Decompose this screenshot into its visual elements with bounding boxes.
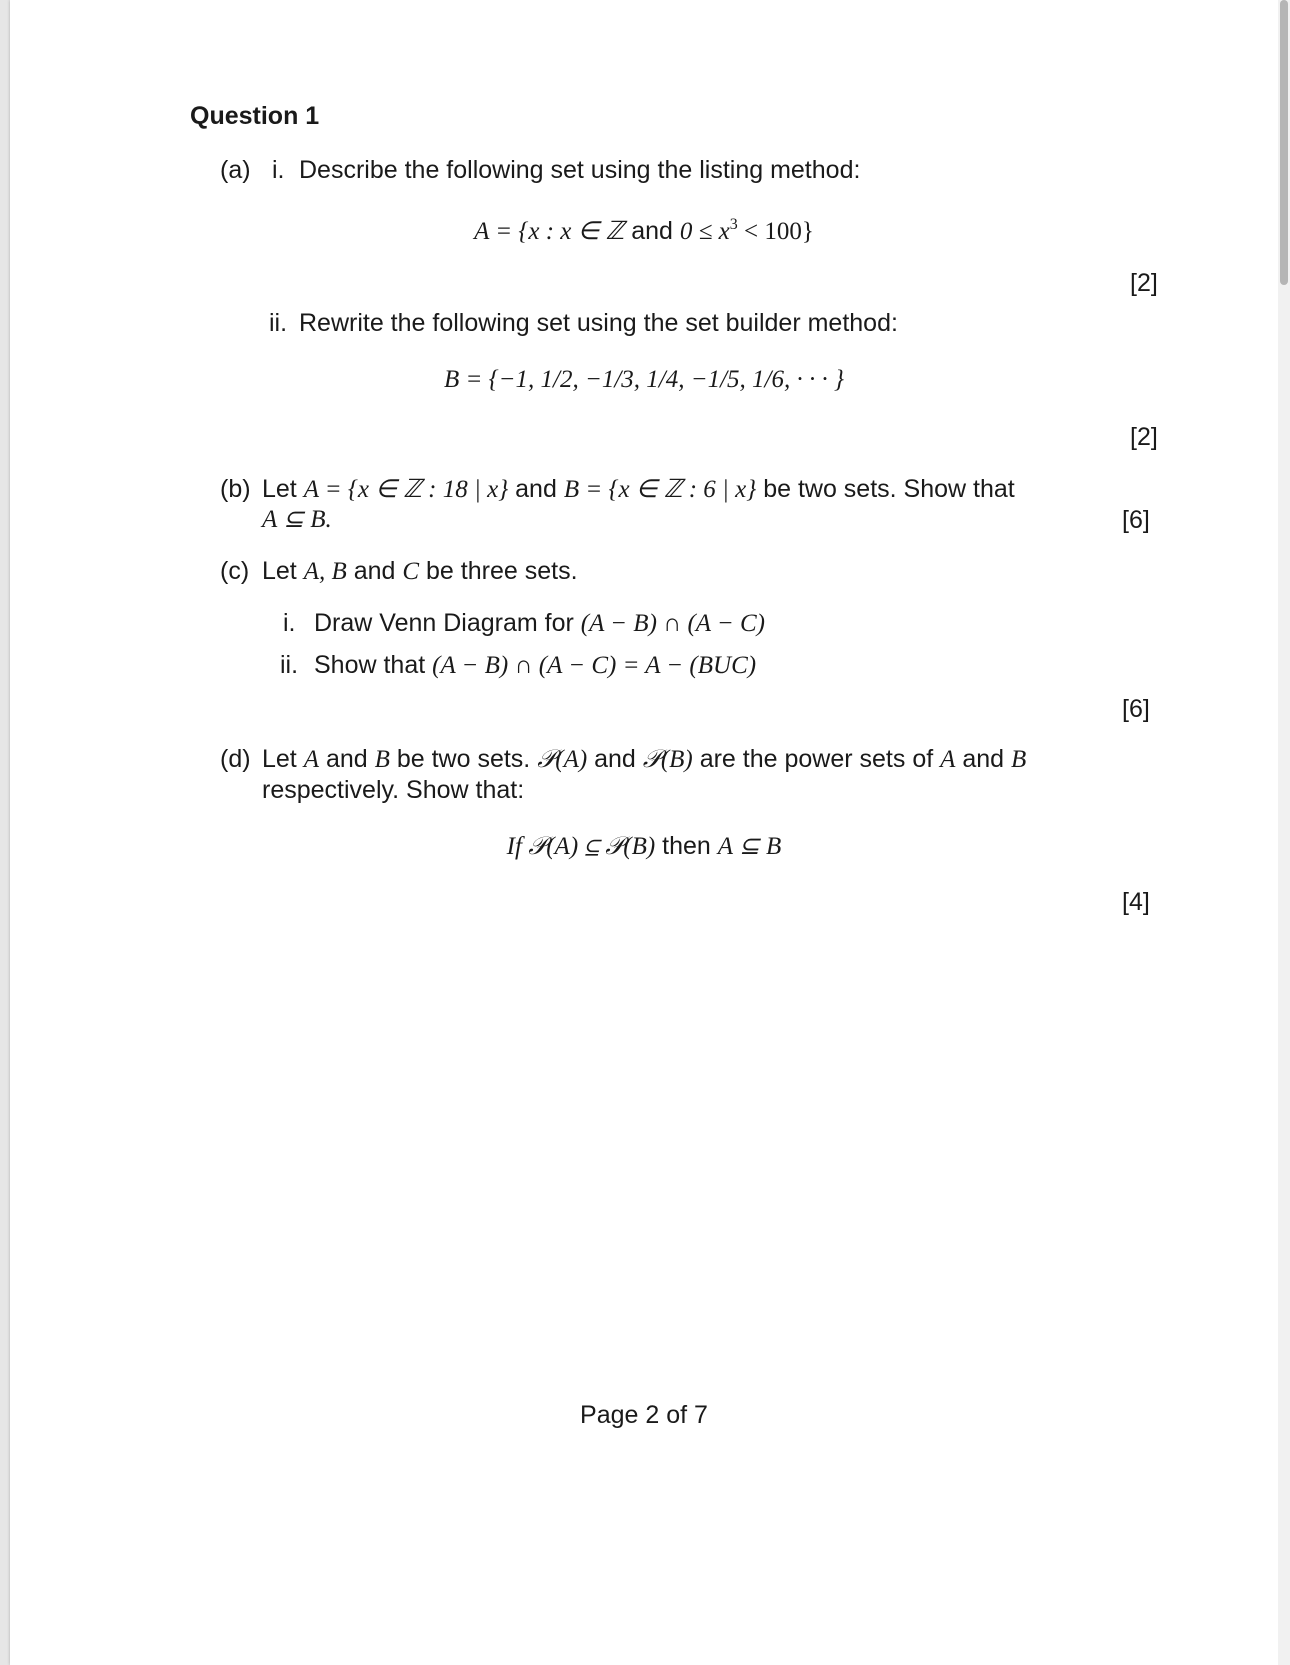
part-c-set-c: C — [402, 558, 420, 585]
part-b-label: (b) — [220, 475, 251, 503]
part-d-and3: and — [962, 745, 1005, 773]
part-d-formula — [10, 831, 1278, 862]
part-a-label: (a) — [220, 156, 251, 184]
set-a-formula-lhs: A = {x : x ∈ ℤ — [474, 218, 625, 245]
part-c-line1 — [262, 556, 578, 587]
part-a-ii-text: Rewrite the following set using the set builder method: — [299, 309, 898, 337]
part-c-sets-ab: A, B — [303, 558, 347, 585]
marks-a-i: [2] — [1130, 269, 1158, 297]
part-a-i-text: Describe the following set using the listing method: — [299, 156, 861, 184]
part-c-ii-formula: (A − B) ∩ (A − C) = A − (BUC) — [432, 652, 757, 679]
part-d-are-power-sets: are the power sets of — [699, 745, 934, 773]
part-a-ii-number: ii. — [269, 309, 288, 337]
marks-b: [6] — [1122, 506, 1150, 534]
set-a-formula-rhs: 0 ≤ x — [679, 218, 730, 245]
part-c-label: (c) — [220, 557, 250, 585]
part-d-set-b2: B — [1011, 746, 1027, 773]
part-c-ii-line — [314, 650, 756, 681]
set-b-formula — [10, 364, 1278, 395]
marks-a-ii: [2] — [1130, 423, 1158, 451]
part-c-ii-number: ii. — [280, 651, 299, 679]
scrollbar-thumb[interactable] — [1280, 0, 1288, 285]
part-c-i-number: i. — [283, 609, 296, 637]
part-d-let: Let — [262, 745, 297, 773]
question-title: Question 1 — [190, 102, 320, 130]
part-c-i-text: Draw Venn Diagram for — [314, 609, 574, 637]
part-d-formula-conclusion: A ⊆ B — [717, 833, 782, 860]
vertical-scrollbar[interactable] — [1278, 0, 1290, 1665]
part-c-ii-text: Show that — [314, 651, 426, 679]
part-d-set-b: B — [374, 746, 390, 773]
part-d-label: (d) — [220, 745, 251, 773]
set-b-formula-text: B = {−1, 1/2, −1/3, 1/4, −1/5, 1/6, · · · } — [444, 366, 844, 393]
part-b-set-b: B = {x ∈ ℤ : 6 | x} — [563, 476, 757, 503]
marks-d: [4] — [1122, 888, 1150, 916]
part-d-line2: respectively. Show that: — [262, 776, 525, 804]
part-d-be-two: be two sets. — [396, 745, 531, 773]
part-c-be-three: be three sets. — [426, 557, 578, 585]
part-d-set-a2: A — [940, 746, 956, 773]
part-d-and2: and — [594, 745, 636, 773]
part-c-i-line — [314, 608, 765, 639]
part-d-line1 — [262, 744, 1026, 775]
part-d-and1: and — [325, 745, 368, 773]
part-d-power-b: 𝒫(B) — [642, 746, 693, 773]
part-c-and: and — [353, 557, 396, 585]
document-page — [10, 0, 1278, 1665]
set-a-formula-end: < 100} — [737, 218, 814, 245]
page-footer: Page 2 of 7 — [580, 1401, 708, 1429]
part-d-set-a: A — [303, 746, 319, 773]
part-b-and: and — [515, 475, 557, 503]
marks-c: [6] — [1122, 695, 1150, 723]
part-b-show-that: be two sets. Show that — [763, 475, 1015, 503]
set-a-formula — [10, 210, 1278, 247]
part-c-i-formula: (A − B) ∩ (A − C) — [580, 610, 765, 637]
part-d-power-a: 𝒫(A) — [537, 746, 588, 773]
part-b-line2: A ⊆ B. — [262, 506, 332, 533]
set-a-formula-and: and — [631, 217, 673, 245]
part-c-let: Let — [262, 557, 297, 585]
part-d-formula-if: If 𝒫(A) ⊆ 𝒫(B) — [506, 833, 656, 860]
part-b-let: Let — [262, 475, 297, 503]
set-a-exponent: 3 — [729, 216, 738, 233]
part-b-line1 — [262, 474, 1015, 505]
part-b-set-a: A = {x ∈ ℤ : 18 | x} — [303, 476, 509, 503]
part-a-i-number: i. — [272, 156, 285, 184]
part-d-formula-then: then — [662, 832, 711, 860]
